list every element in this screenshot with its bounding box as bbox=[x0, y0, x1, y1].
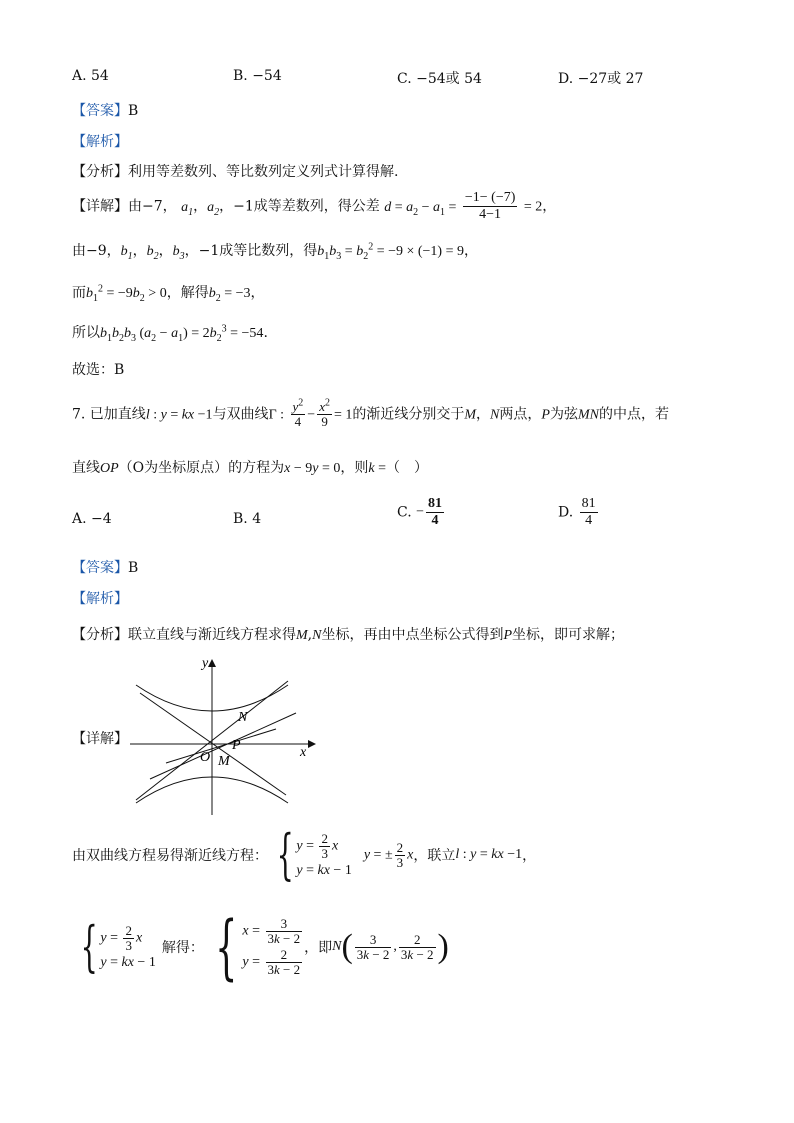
q7-stem-line1: 7. 已加直线l : y = kx −1与双曲线Γ : $\frac{y^2}{4}$ − $\frac{x^2}{9}$ = 1的渐近线分别交于M，N两点，P为弦MN的中点，若 bbox=[72, 397, 669, 429]
asym-text: 由双曲线方程易得渐近线方程： bbox=[72, 848, 268, 864]
neg-81-over-4: $\frac{81}{4}$ bbox=[428, 496, 443, 528]
q7-stem-mid2: 的渐近线分别交于 bbox=[352, 406, 465, 423]
q7-analysis-tag: 【解析】 bbox=[72, 591, 128, 607]
q7-option-b: B. 4 bbox=[233, 511, 262, 527]
label-m: M bbox=[218, 754, 230, 769]
q7-stem-mid3: 两点， bbox=[499, 406, 542, 423]
q6-option-d: D. −27或 27 bbox=[558, 71, 644, 87]
label-p: P bbox=[232, 738, 241, 753]
q6-answer-line bbox=[72, 100, 138, 120]
line1-mid: 成等差数列，得公差 bbox=[253, 198, 380, 215]
q7-stem2-end: （ ） bbox=[386, 460, 429, 476]
q7-stem-prefix: 7. 已加直线 bbox=[72, 406, 146, 423]
label-y: y bbox=[202, 656, 209, 671]
fenxi-text: 利用等差数列、等比数列定义列式计算得解. bbox=[128, 164, 399, 180]
q7-stem-mid5: 的中点，若 bbox=[598, 406, 669, 423]
answer-value: B bbox=[128, 103, 139, 119]
hyperbola-graph bbox=[126, 655, 326, 815]
label-origin: O bbox=[200, 750, 211, 765]
q6-conclusion: 故选：B bbox=[72, 362, 125, 378]
ji-text: ，即 bbox=[304, 940, 333, 956]
q7-option-d bbox=[558, 496, 600, 529]
line1-prefix: 由−7， bbox=[128, 198, 177, 215]
q7-fenxi: 【分析】联立直线与渐近线方程求得M,N坐标，再由中点坐标公式得到P坐标，即可求解； bbox=[72, 627, 625, 643]
q7-stem2-prefix: 直线 bbox=[72, 460, 100, 476]
q7-option-a: A. −4 bbox=[72, 511, 112, 527]
q6-fenxi bbox=[72, 161, 398, 181]
y-axis-arrow bbox=[208, 659, 216, 667]
fenxi-text1: 联立直线与渐近线方程求得 bbox=[128, 627, 296, 643]
q7-answer-line bbox=[72, 557, 138, 577]
line3-prefix: 而 bbox=[72, 285, 86, 301]
line-l bbox=[150, 713, 296, 779]
label-x: x bbox=[300, 745, 307, 760]
q7-detail-tag: 【详解】 bbox=[72, 731, 128, 747]
detail-tag: 【详解】 bbox=[72, 198, 128, 215]
q7-stem2-paren: （O为坐标原点）的方程为 bbox=[118, 460, 285, 476]
fenxi-text3: 坐标，即可求解； bbox=[512, 627, 625, 643]
fenxi-tag: 【分析】 bbox=[72, 627, 128, 643]
q7-stem2-post: ，则 bbox=[340, 460, 369, 476]
q7-solve-line: { y = $\frac{2}{3}$ x y = kx − 1 解得： { x = $\frac{3}{3k - 2}$ y = $\frac{2}{3k - 2}$ ，即 N ( $\frac{3}{3k - 2}$ , $\frac{2}{3k - 2}$ ) bbox=[72, 912, 449, 982]
system-2: { y = $\frac{2}{3}$ x y = kx − 1 bbox=[80, 915, 156, 978]
q6-option-b: B. −54 bbox=[233, 68, 282, 84]
x2-over-9: $\frac{x^2}{9}$ bbox=[319, 397, 330, 429]
jiede-text: 解得： bbox=[161, 940, 204, 956]
q6-detail-line3: 而$b_1^2 = -9b_2 > 0$，解得$b_2 = -3$， bbox=[72, 283, 265, 304]
y2-over-4: $\frac{y^2}{4}$ bbox=[292, 397, 304, 429]
fenxi-text2: 坐标，再由中点坐标公式得到 bbox=[321, 627, 504, 643]
answer-value: B bbox=[128, 560, 139, 576]
q6-analysis-tag: 【解析】 bbox=[72, 134, 128, 150]
line2-prefix: 由−9， bbox=[72, 243, 121, 259]
system-1: { y = $\frac{2}{3}$ x y = kx − 1 bbox=[276, 823, 352, 886]
q7-option-c-label: C. bbox=[397, 504, 412, 521]
q6-detail-line1: 【详解】由−7， $a_1$，$a_2$，−1成等差数列，得公差 $d = a_2 - a_1$ = $\frac{-1- (-7)}{4-1}$ = 2， bbox=[72, 190, 557, 222]
line3-mid: ，解得 bbox=[166, 285, 209, 301]
common-difference-fraction: $\frac{-1- (-7)}{4-1}$ bbox=[464, 190, 516, 222]
fenxi-tag: 【分析】 bbox=[72, 164, 128, 180]
q6-option-a: A. 54 bbox=[72, 68, 109, 84]
q7-stem-mid4: 为弦 bbox=[549, 406, 578, 423]
q6-detail-line2: 由−9，$b_1$，$b_2$，$b_3$，−1成等比数列，得$b_1b_3 = b_2^2 = -9 \times (-1) = 9$， bbox=[72, 241, 478, 262]
lianli-text: ，联立 bbox=[413, 848, 456, 864]
x-axis-arrow bbox=[308, 740, 316, 748]
q7-option-c: C. − $\frac{81}{4}$ bbox=[397, 496, 443, 528]
q6-option-c: C. −54或 54 bbox=[397, 71, 482, 87]
q7-asymptote-line: 由双曲线方程易得渐近线方程： { y = $\frac{2}{3}$ x y = kx − 1 y = ± $\frac{2}{3}$ x ，联立 l : y = kx −1 ， bbox=[72, 823, 537, 886]
label-n: N bbox=[238, 710, 248, 725]
answer-tag: 【答案】 bbox=[72, 103, 128, 119]
q6-detail-line4: 所以$b_1b_2b_3$ $(a_2 - a_1) = 2b_2^3 = -54$. bbox=[72, 323, 268, 344]
81-over-4: $\frac{81}{4}$ bbox=[581, 496, 596, 528]
q7-stem-mid1: 与双曲线 bbox=[212, 406, 269, 423]
solution-system: { x = $\frac{3}{3k - 2}$ y = $\frac{2}{3k - 2}$ bbox=[214, 906, 301, 988]
q7-option-d-label: D. bbox=[558, 504, 574, 521]
line4-prefix: 所以 bbox=[72, 325, 100, 341]
line2-mid: 成等比数列，得 bbox=[219, 243, 318, 259]
q7-stem-line2: 直线OP（O为坐标原点）的方程为x − 9y = 0，则k =（ ） bbox=[72, 460, 429, 476]
answer-tag: 【答案】 bbox=[72, 560, 128, 576]
